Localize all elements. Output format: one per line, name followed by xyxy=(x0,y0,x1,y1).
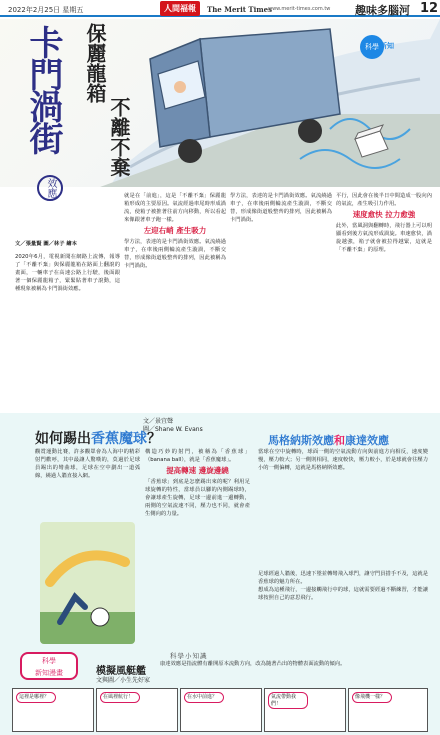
paragraph: 足球經過人牆後，迅速下墜並轉彎飛入球門，讓守門員措手不及，這就是香蕉球的魅力所在。 xyxy=(258,571,428,585)
comic-title: 模擬風艇艦 xyxy=(96,666,146,677)
subtitle-line-2: 不離不棄 xyxy=(107,97,131,177)
page-number: 12 xyxy=(420,1,439,16)
comic-badge-bottom: 新知漫畫 xyxy=(35,669,63,677)
banana-kick-illustration xyxy=(40,522,135,644)
article2-column-2 xyxy=(145,448,250,518)
speech-bubble: 在水中前進？ xyxy=(184,692,224,703)
subtitle-line-1: 保麗龍箱 xyxy=(83,23,107,103)
knowhow-text: 康達效應是指流體有離開原本流動方向，改為隨著凸出的物體表面流動的傾向。 xyxy=(160,661,346,667)
newspaper-logo-en: The Merit Times xyxy=(207,5,273,14)
newspaper-logo: 人間福報 xyxy=(160,1,200,16)
comic-panel-3 xyxy=(180,688,262,732)
heading-part-a: 馬格納斯效應 xyxy=(268,434,334,447)
paragraph: 學方法，表達的是卡門渦街效應。氣流繞過車子，在車後兩側輪流產生漩渦，不斷交替，形成像街道般整齊的排列，因此被稱為卡門渦街。 xyxy=(124,239,226,269)
article1-column-3 xyxy=(230,192,332,224)
paragraph: 「香蕉球」到底是怎麼踢出來的呢？利用足球旋轉的特性，當球員以腳的內側踢球時，會讓球產生旋轉，足球一邊前進一邊轉動，兩側的空氣流速不同，壓力也不同，就會產生側向的力量。 xyxy=(145,479,250,517)
comic-panel-2 xyxy=(96,688,178,732)
paragraph: 當球在空中旋轉時，球面一側的空氣流動方向與前進方向相反，速度變慢，壓力較大；另一側則相同，速度較快，壓力較小，於是球就會往壓力小的一側偏轉，這就是馬格納斯效應。 xyxy=(258,449,428,471)
paragraph: 學方法，表達的是卡門渦街效應。氣流繞過車子，在車後兩側輪流產生漩渦，不斷交替，形成像街道般整齊的排列，因此被稱為卡門渦街。 xyxy=(230,193,332,223)
speech-bubble: 在風裡航行！ xyxy=(100,692,140,703)
heading-part-c: 康達效應 xyxy=(345,434,389,447)
paragraph: 想成為這種飛行，一邊接觸飛行中的球，這就需要經過不斷練習，才能讓球按照自己的意思飛行。 xyxy=(258,587,428,601)
comic-panel-5 xyxy=(348,688,428,732)
paragraph: 平行，因此會在後半日中間造成一股向內的氣流，產生吸引力作用。 xyxy=(336,193,432,207)
subheading-spin: 提高轉速 邊旋邊繞 xyxy=(166,466,229,475)
heading-part-b: 和 xyxy=(334,434,345,447)
comic-byline: 文與圖／小生先好家 xyxy=(96,677,151,684)
title-suffix: 效應 xyxy=(37,175,63,201)
speech-bubble: 氣流帶動我們！ xyxy=(268,692,308,709)
subheading-right: 速度愈快 拉力愈強 xyxy=(352,210,416,219)
article1-column-2 xyxy=(124,192,226,270)
science-badge xyxy=(360,27,416,67)
speech-bubble: 這裡是哪裡？ xyxy=(16,692,56,703)
speech-bubble: 像飛機一樣？ xyxy=(352,692,392,703)
knowhow-heading: 科學小知識 xyxy=(170,652,208,660)
player-illustration xyxy=(40,522,135,644)
article2-column-3 xyxy=(258,448,428,472)
title-highlight: 香蕉魔球 xyxy=(91,431,147,447)
hero-illustration xyxy=(0,19,440,187)
issue-date: 2022年2月25日 星期五 xyxy=(8,6,84,14)
comic-panel-4 xyxy=(264,688,346,732)
comic-badge xyxy=(20,652,78,680)
paragraph: 此外，當風洞與翻轉時，飛行器上可以明顯看到後方氣流形成渦旋。車速愈快，渦旋越強，箱子就會被拉得越緊，這就是「不離不棄」的原理。 xyxy=(336,223,432,253)
main-title: 卡門渦街 xyxy=(23,25,63,153)
title-prefix: 如何踢出 xyxy=(35,431,91,447)
page-header xyxy=(0,0,440,17)
comic-panel-1 xyxy=(12,688,94,732)
subheading-left: 左迎右峭 產生吸力 xyxy=(143,226,207,235)
badge-label-bottom: 新知 xyxy=(380,42,394,50)
paragraph: 構造巧妙的射門，被稱為「香蕉球」（banana ball），就是「香蕉魔球」。 xyxy=(145,449,250,463)
article2-body-1: 觀賞運動比賽，許多觀眾會為人海中的精彩射門歡呼，其中最讓人驚嘆的，莫過於足球員踢出的彎曲球，足球在空中劃出一道弧線，繞過人牆直接入網。 xyxy=(35,449,140,479)
badge-label-top: 科學 xyxy=(360,35,384,59)
article1-column-4 xyxy=(336,192,432,254)
article2-column-4 xyxy=(258,570,428,602)
paragraph: 就是在「前進」，這是「不離不棄」保麗龍箱形成的主要原因。氣流經過車尾時形成渦流，使箱子被推著往前方向移動，所以看起來像跟著車子跑一樣。 xyxy=(124,193,226,223)
article1-intro: 2020年6月，電視新聞在網路上流傳，報導了「不離不棄」與保麗龍箱在路面上翻滾的畫面，一輛車子在高速公路上行駛，後面跟著一個保麗龍箱子，緊緊貼著車子滾動，這種現象被稱為卡門渦街效應。 xyxy=(15,254,120,292)
comic-badge-top: 科學 xyxy=(42,657,56,665)
article2-heading-2 xyxy=(268,432,389,448)
article2-byline: 文／景宜聲 圖／Shane W. Evans xyxy=(143,418,203,433)
title-suffix: ？ xyxy=(147,431,161,447)
website-url: www.merit-times.com.tw xyxy=(268,6,331,12)
section-title: 趣味多腦河 xyxy=(355,4,410,17)
article1-byline: 文／張量賢 圖／林子 繪本 xyxy=(15,241,77,247)
